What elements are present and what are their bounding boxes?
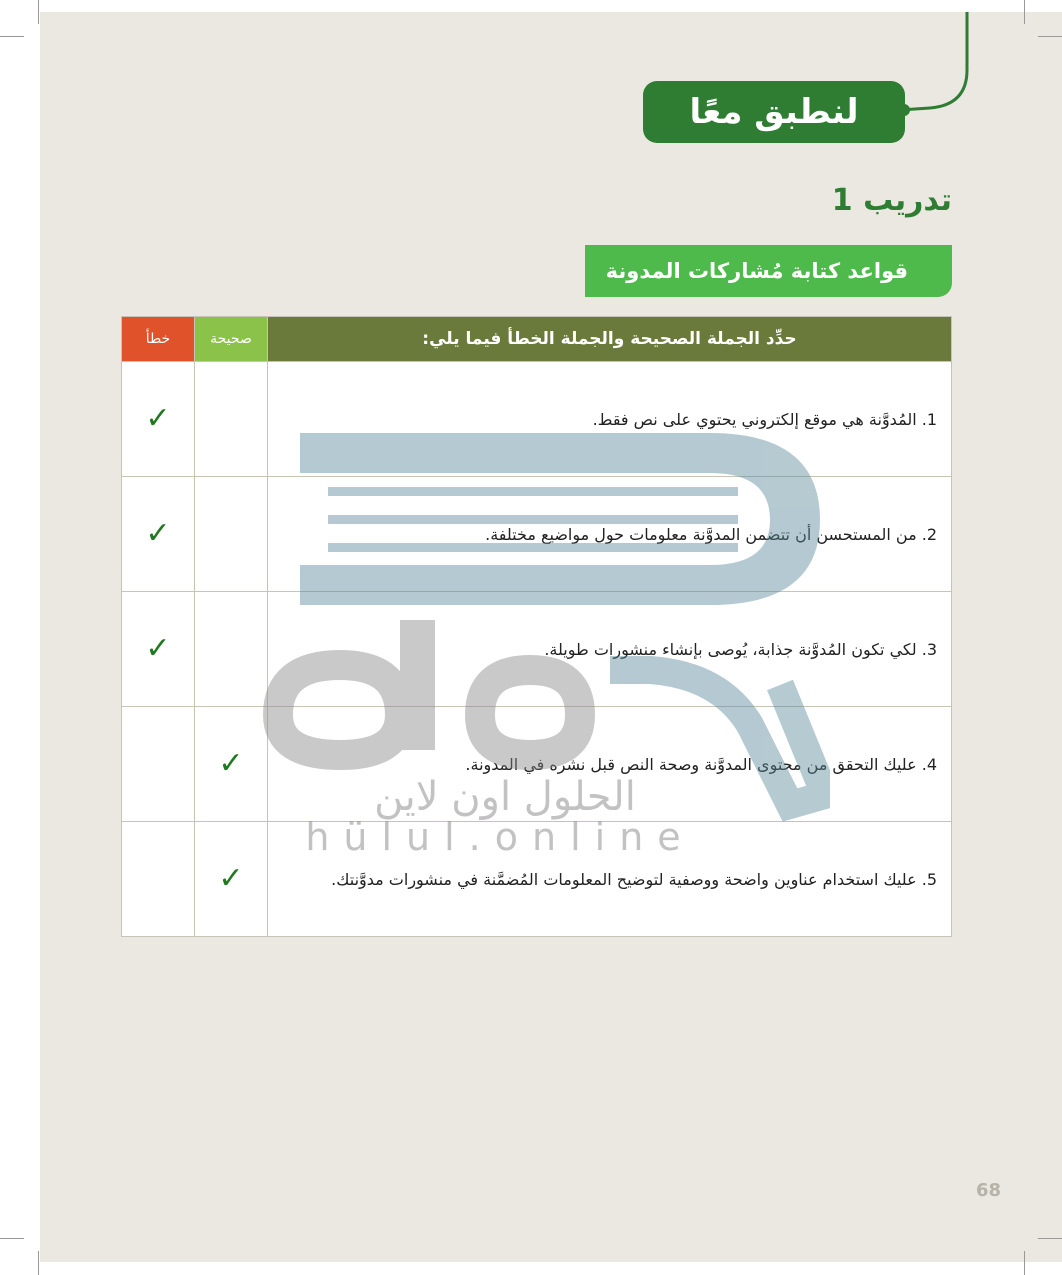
crop-mark: [1024, 1251, 1025, 1275]
table-row: [122, 707, 952, 822]
page-number: 68: [976, 1180, 1002, 1201]
false-checkmark[interactable]: ✓: [122, 362, 195, 477]
watermark-latin-text: hülul.online: [305, 815, 695, 859]
crop-mark: [38, 0, 39, 24]
question-text: 1. المُدوَّنة هي موقع إلكتروني يحتوي على نص فقط.: [268, 362, 952, 477]
question-header: حدِّد الجملة الصحيحة والجملة الخطأ فيما يلي:: [268, 317, 952, 362]
crop-mark: [1038, 36, 1062, 37]
question-text: 4. عليك التحقق من محتوى المدوَّنة وصحة النص قبل نشره في المدونة.: [268, 707, 952, 822]
true-checkmark[interactable]: [195, 477, 268, 592]
true-column-header: صحيحة: [195, 317, 268, 362]
question-text: 2. من المستحسن أن تتضمن المدوَّنة معلومات حول مواضيع مختلفة.: [268, 477, 952, 592]
lets-apply-badge: لنطبق معًا: [643, 81, 905, 143]
true-checkmark[interactable]: [195, 362, 268, 477]
true-false-table: [121, 316, 952, 937]
table-row: [122, 592, 952, 707]
false-checkmark[interactable]: ✓: [122, 477, 195, 592]
true-checkmark[interactable]: ✓: [195, 822, 268, 937]
false-checkmark[interactable]: [122, 822, 195, 937]
false-column-header: خطأ: [122, 317, 195, 362]
table-row: [122, 362, 952, 477]
crop-mark: [1024, 0, 1025, 24]
table-row: [122, 477, 952, 592]
crop-mark: [38, 1251, 39, 1275]
false-checkmark[interactable]: [122, 707, 195, 822]
crop-mark: [1038, 1238, 1062, 1239]
true-checkmark[interactable]: ✓: [195, 707, 268, 822]
true-checkmark[interactable]: [195, 592, 268, 707]
section-title-bar: [585, 245, 952, 297]
section-title: قواعد كتابة مُشاركات المدونة: [605, 259, 908, 283]
question-text: 5. عليك استخدام عناوين واضحة ووصفية لتوضيح المعلومات المُضمَّنة في منشورات مدوَّنتك.: [268, 822, 952, 937]
false-checkmark[interactable]: ✓: [122, 592, 195, 707]
table-row: [122, 822, 952, 937]
question-text: 3. لكي تكون المُدوَّنة جذابة، يُوصى بإنشاء منشورات طويلة.: [268, 592, 952, 707]
exercise-title: تدريب 1: [831, 183, 952, 218]
crop-mark: [0, 1238, 24, 1239]
table-header-row: [122, 317, 952, 362]
crop-mark: [0, 36, 24, 37]
watermark-arabic-text: الحلول اون لاين: [374, 774, 636, 820]
